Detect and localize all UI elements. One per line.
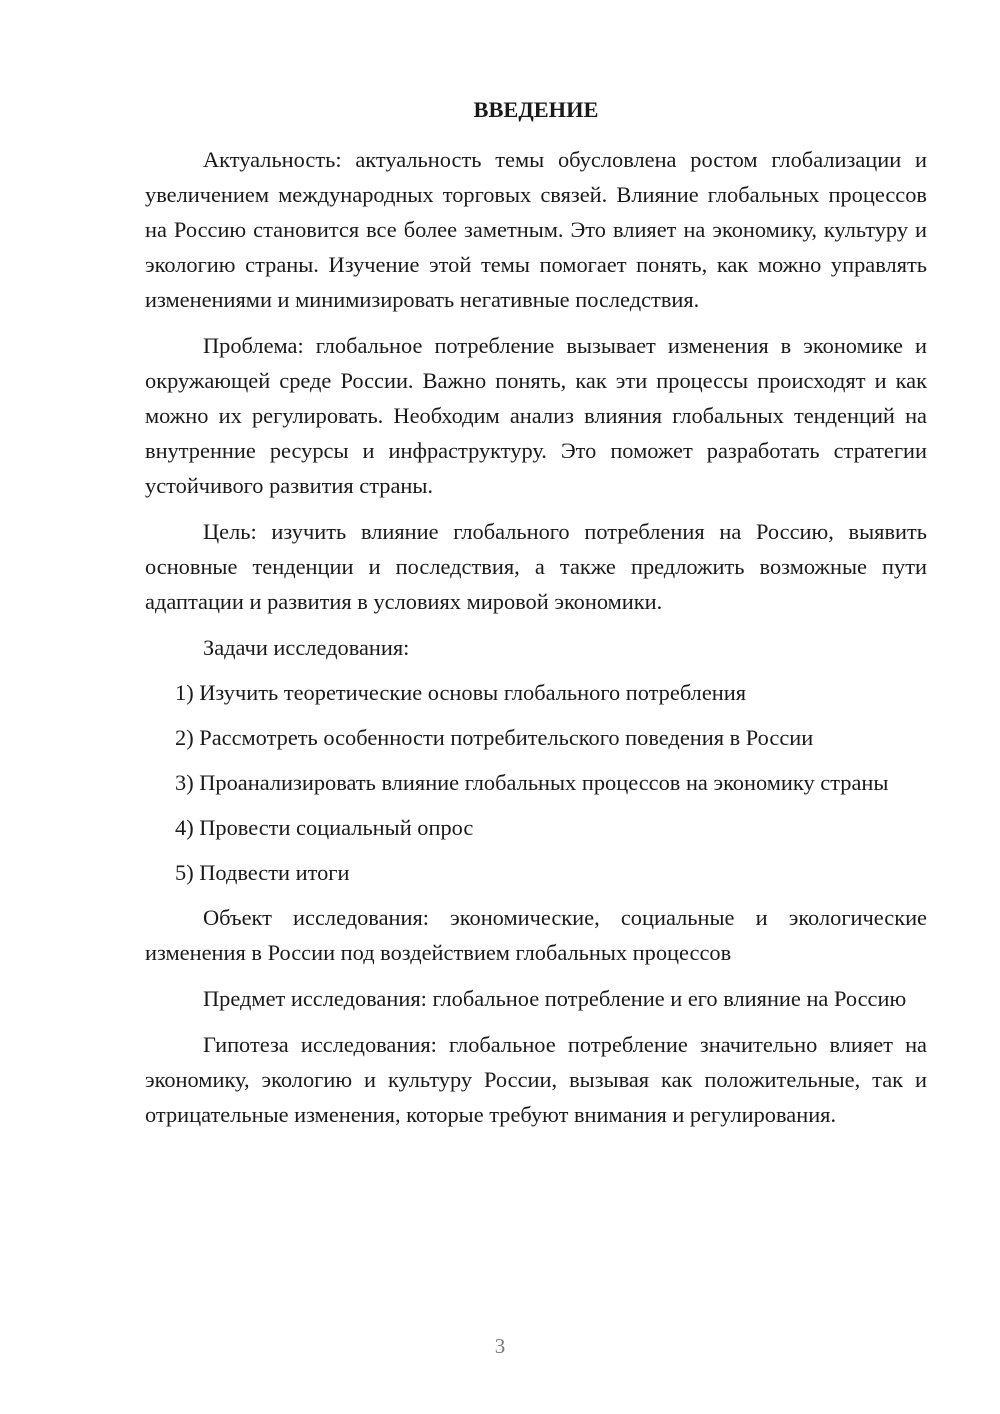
task-item: 5) Подвести итоги xyxy=(175,860,350,885)
task-item: 2) Рассмотреть особенности потребительского поведения в России xyxy=(175,725,814,750)
tasks-heading: Задачи исследования: xyxy=(203,635,410,660)
goal-paragraph: Цель: изучить влияние глобального потребления на Россию, выявить основные тенденции и последствия, а также предложить возможные пути адаптации и развития в условиях мировой экономики. xyxy=(145,519,927,614)
tasks-list xyxy=(145,675,927,890)
task-item: 4) Провести социальный опрос xyxy=(175,815,474,840)
problem-paragraph: Проблема: глобальное потребление вызывает изменения в экономике и окружающей среде России. Важно понять, как эти процессы происходят и как можно их регулировать. Необходим анализ влияния глобальных тенденций на внутренние ресурсы и инфраструктуру. Это поможет разработать стратегии устойчивого развития страны. xyxy=(145,333,927,498)
document-page xyxy=(145,92,927,1143)
page-title: ВВЕДЕНИЕ xyxy=(473,97,599,122)
object-paragraph: Объект исследования: экономические, социальные и экологические изменения в России под воздействием глобальных процессов xyxy=(145,905,927,965)
task-item: 3) Проанализировать влияние глобальных процессов на экономику страны xyxy=(175,770,889,795)
hypothesis-paragraph: Гипотеза исследования: глобальное потребление значительно влияет на экономику, экологию и культуру России, вызывая как положительные, так и отрицательные изменения, которые требуют внимания и регулирования. xyxy=(145,1032,927,1127)
page-number: 3 xyxy=(494,1334,506,1358)
relevance-paragraph: Актуальность: актуальность темы обусловлена ростом глобализации и увеличением международных торговых связей. Влияние глобальных процессов на Россию становится все более заметным. Это влияет на экономику, культуру и экологию страны. Изучение этой темы помогает понять, как можно управлять изменениями и минимизировать негативные последствия. xyxy=(145,147,927,312)
task-item: 1) Изучить теоретические основы глобального потребления xyxy=(175,680,747,705)
subject-paragraph: Предмет исследования: глобальное потребление и его влияние на Россию xyxy=(203,986,907,1011)
